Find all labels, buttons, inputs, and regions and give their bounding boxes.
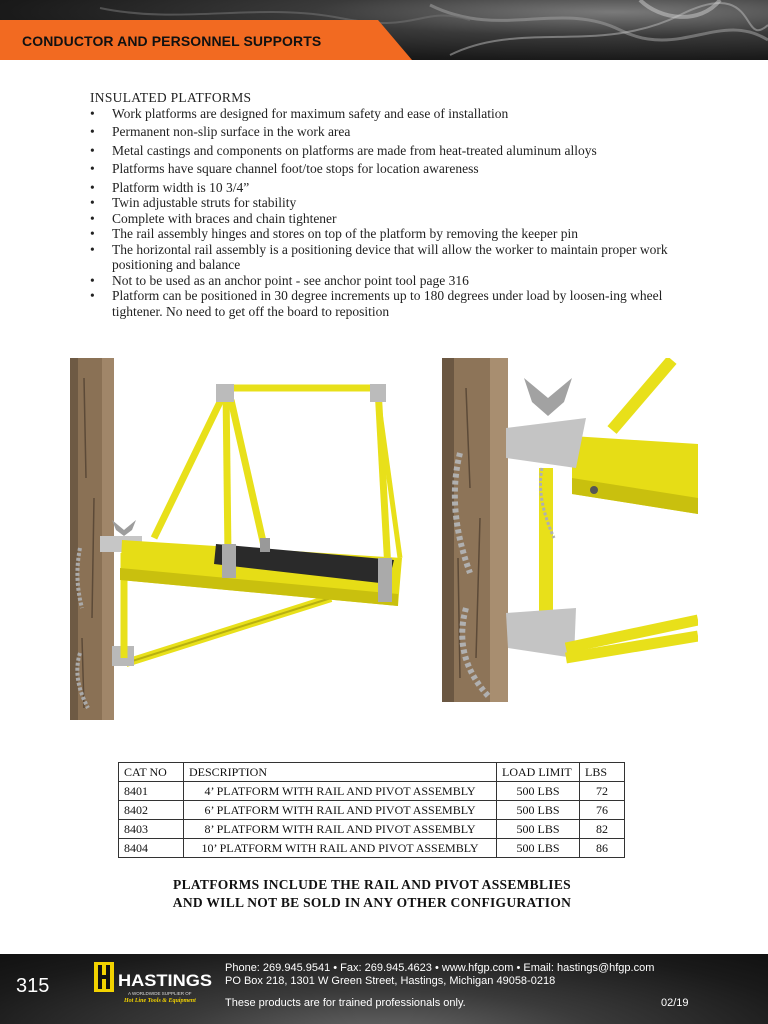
configuration-notice <box>0 876 744 912</box>
notice-line-1: PLATFORMS INCLUDE THE RAIL AND PIVOT ASSEMBLIES <box>173 877 571 892</box>
feature-item: • Complete with braces and chain tightener <box>90 211 690 227</box>
feature-list <box>90 106 690 320</box>
feature-item: • Permanent non-slip surface in the work area <box>90 124 690 140</box>
logo-subline: Hot Line Tools & Equipment <box>124 998 196 1004</box>
table-row <box>119 782 625 801</box>
load-limit-cell: 500 LBS <box>497 782 580 801</box>
col-header-lbs: LBS <box>580 763 625 782</box>
feature-item: • Platform width is 10 3/4” <box>90 180 690 196</box>
weight-cell: 72 <box>580 782 625 801</box>
table-row <box>119 820 625 839</box>
description-cell: 10’ PLATFORM WITH RAIL AND PIVOT ASSEMBLY <box>184 839 497 858</box>
section-title: CONDUCTOR AND PERSONNEL SUPPORTS <box>22 33 322 49</box>
description-cell: 6’ PLATFORM WITH RAIL AND PIVOT ASSEMBLY <box>184 801 497 820</box>
cat-no-cell: 8402 <box>119 801 184 820</box>
table-row <box>119 801 625 820</box>
cat-no-cell: 8403 <box>119 820 184 839</box>
weight-cell: 76 <box>580 801 625 820</box>
feature-item: • Twin adjustable struts for stability <box>90 195 690 211</box>
table-header-row <box>119 763 625 782</box>
feature-item: • Not to be used as an anchor point - see anchor point tool page 316 <box>90 273 690 289</box>
catalog-table <box>118 762 625 858</box>
cat-no-cell: 8404 <box>119 839 184 858</box>
notice-line-2: AND WILL NOT BE SOLD IN ANY OTHER CONFIGURATION <box>172 895 572 910</box>
col-header-cat-no: CAT NO <box>119 763 184 782</box>
feature-item: • Platforms have square channel foot/toe stops for location awareness <box>90 161 690 177</box>
weight-cell: 82 <box>580 820 625 839</box>
address-line: PO Box 218, 1301 W Green Street, Hastings, Michigan 49058-0218 <box>225 975 556 987</box>
load-limit-cell: 500 LBS <box>497 820 580 839</box>
feature-item: • Metal castings and components on platforms are made from heat-treated aluminum alloys <box>90 143 690 159</box>
feature-item: • Work platforms are designed for maximum safety and ease of installation <box>90 106 690 122</box>
product-heading: INSULATED PLATFORMS <box>90 90 252 105</box>
description-cell: 8’ PLATFORM WITH RAIL AND PIVOT ASSEMBLY <box>184 820 497 839</box>
feature-item: • The rail assembly hinges and stores on top of the platform by removing the keeper pin <box>90 226 690 242</box>
logo-wordmark: HASTINGS <box>118 971 212 990</box>
feature-item: • The horizontal rail assembly is a positioning device that will allow the worker to maintain proper work positioning and balance <box>90 242 690 273</box>
col-header-description: DESCRIPTION <box>184 763 497 782</box>
platform-photo-full <box>66 358 416 720</box>
logo-tagline: A WORLDWIDE SUPPLIER OF <box>128 991 192 996</box>
date-code: 02/19 <box>661 997 689 1009</box>
description-cell: 4’ PLATFORM WITH RAIL AND PIVOT ASSEMBLY <box>184 782 497 801</box>
table-row <box>119 839 625 858</box>
load-limit-cell: 500 LBS <box>497 839 580 858</box>
pivot-assembly-photo <box>436 358 698 702</box>
disclaimer-text: These products are for trained professionals only. <box>225 997 466 1009</box>
load-limit-cell: 500 LBS <box>497 801 580 820</box>
hastings-logo <box>94 962 214 1004</box>
page-header <box>0 0 768 60</box>
weight-cell: 86 <box>580 839 625 858</box>
page-number: 315 <box>16 975 50 997</box>
cat-no-cell: 8401 <box>119 782 184 801</box>
contact-line: Phone: 269.945.9541 • Fax: 269.945.4623 • www.hfgp.com • Email: hastings@hfgp.com <box>225 962 655 974</box>
product-description <box>90 90 690 319</box>
feature-item: • Platform can be positioned in 30 degree increments up to 180 degrees under load by loosen-ing wheel tightener. No need to get off the board to reposition <box>90 288 690 319</box>
col-header-load-limit: LOAD LIMIT <box>497 763 580 782</box>
